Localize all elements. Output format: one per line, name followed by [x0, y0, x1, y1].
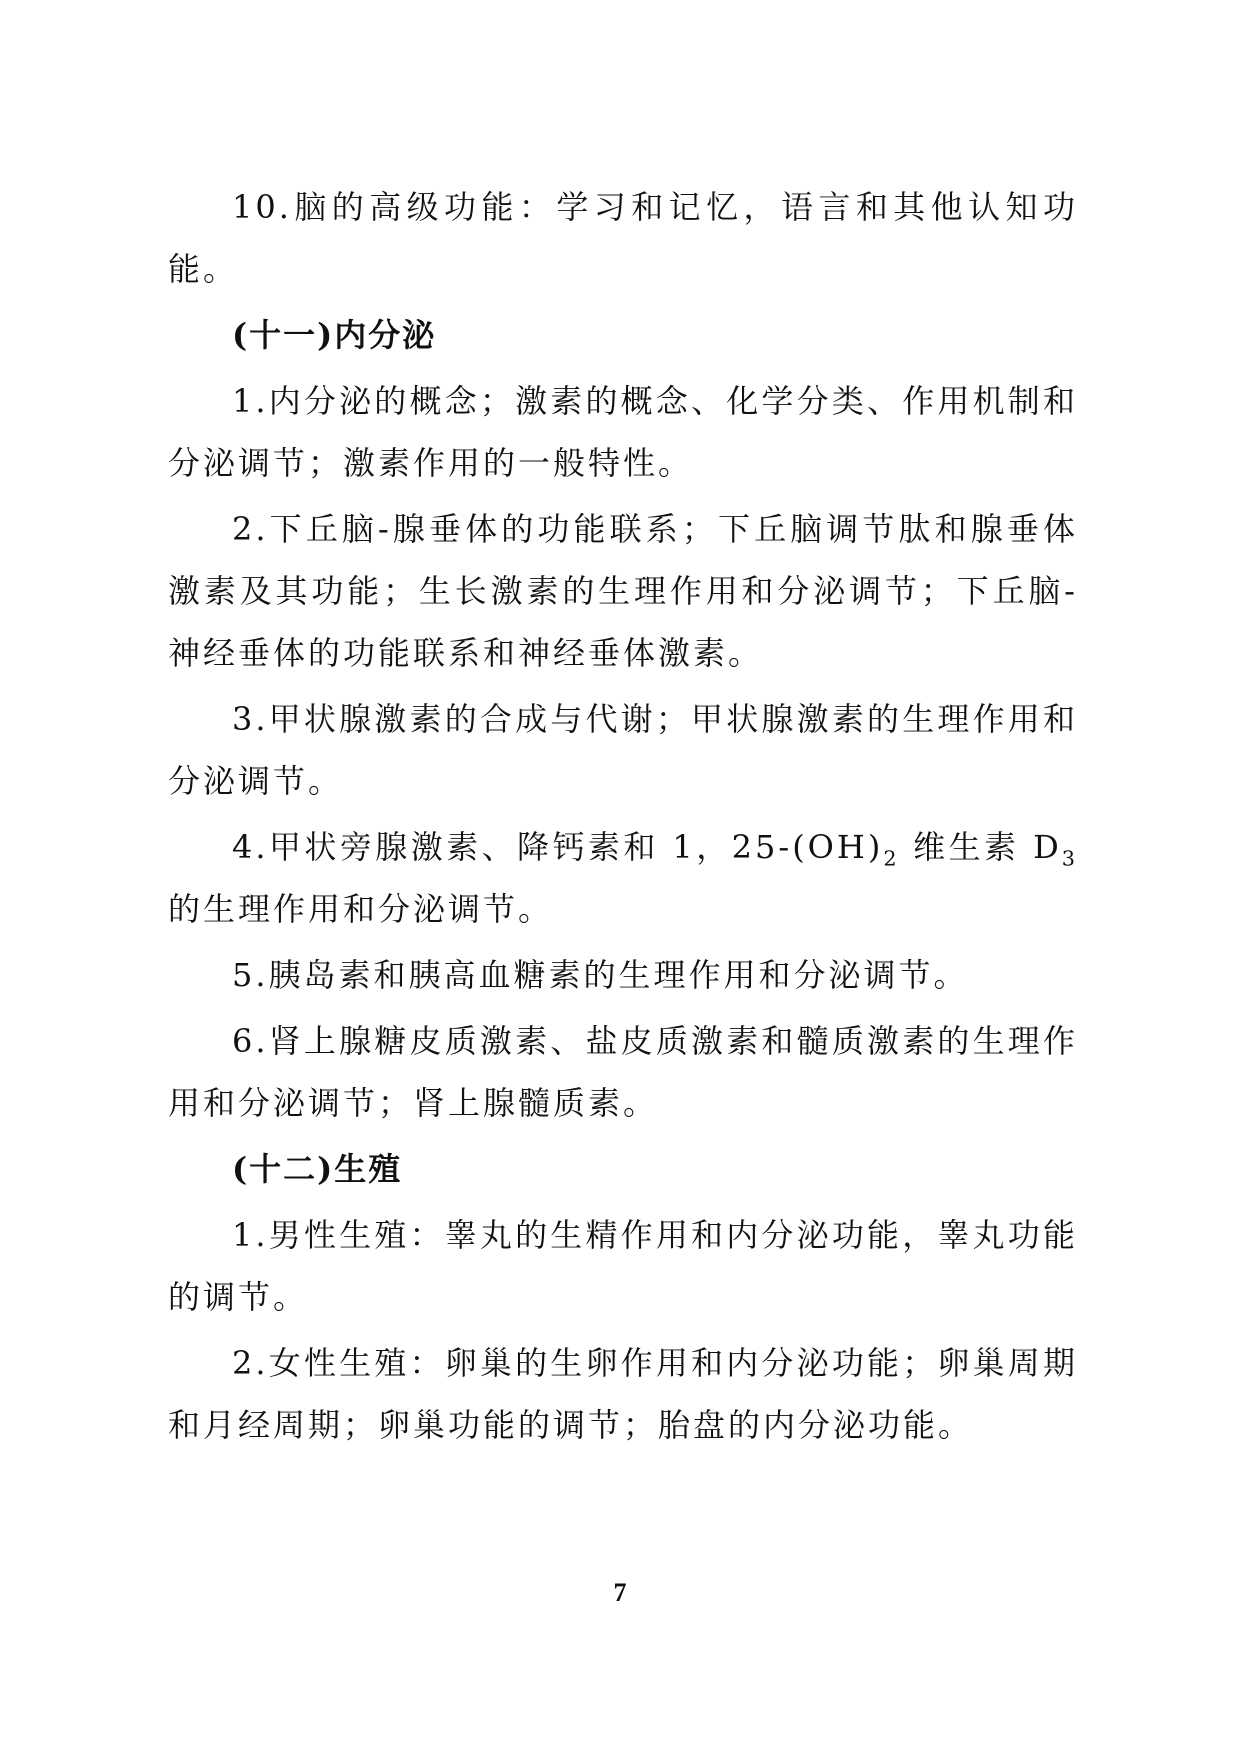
document-body: [168, 176, 1078, 1460]
endocrine-item-2: 2.下丘脑-腺垂体的功能联系；下丘脑调节肽和腺垂体激素及其功能；生长激素的生理作用和分泌调节；下丘脑-神经垂体的功能联系和神经垂体激素。: [168, 510, 1078, 672]
endocrine-item-4-text-c: 的生理作用和分泌调节。: [168, 890, 554, 928]
endocrine-item-6: 6.肾上腺糖皮质激素、盐皮质激素和髓质激素的生理作用和分泌调节；肾上腺髓质素。: [168, 1022, 1078, 1122]
endocrine-item-4-text-b: 维生素 D: [899, 828, 1062, 866]
section-heading-endocrine: (十一)内分泌: [232, 316, 437, 354]
reproduction-item-1: 1.男性生殖：睾丸的生精作用和内分泌功能，睾丸功能的调节。: [168, 1216, 1078, 1316]
endocrine-item-1: 1.内分泌的概念；激素的概念、化学分类、作用机制和分泌调节；激素作用的一般特性。: [168, 382, 1078, 482]
subscript-3: 3: [1061, 846, 1078, 871]
endocrine-item-4: [168, 816, 1078, 940]
page-number: 7: [613, 1578, 627, 1607]
reproduction-item-2: 2.女性生殖：卵巢的生卵作用和内分泌功能；卵巢周期和月经周期；卵巢功能的调节；胎盘的内分泌功能。: [168, 1344, 1078, 1444]
endocrine-item-4-text-a: 4.甲状旁腺激素、降钙素和 1，25-(OH): [232, 828, 884, 866]
subscript-2: 2: [883, 846, 900, 871]
endocrine-item-3: 3.甲状腺激素的合成与代谢；甲状腺激素的生理作用和分泌调节。: [168, 700, 1078, 800]
endocrine-item-5: 5.胰岛素和胰高血糖素的生理作用和分泌调节。: [232, 956, 969, 994]
item-10-brain-functions: 10.脑的高级功能：学习和记忆，语言和其他认知功能。: [168, 188, 1078, 288]
section-heading-reproduction: (十二)生殖: [232, 1150, 403, 1188]
